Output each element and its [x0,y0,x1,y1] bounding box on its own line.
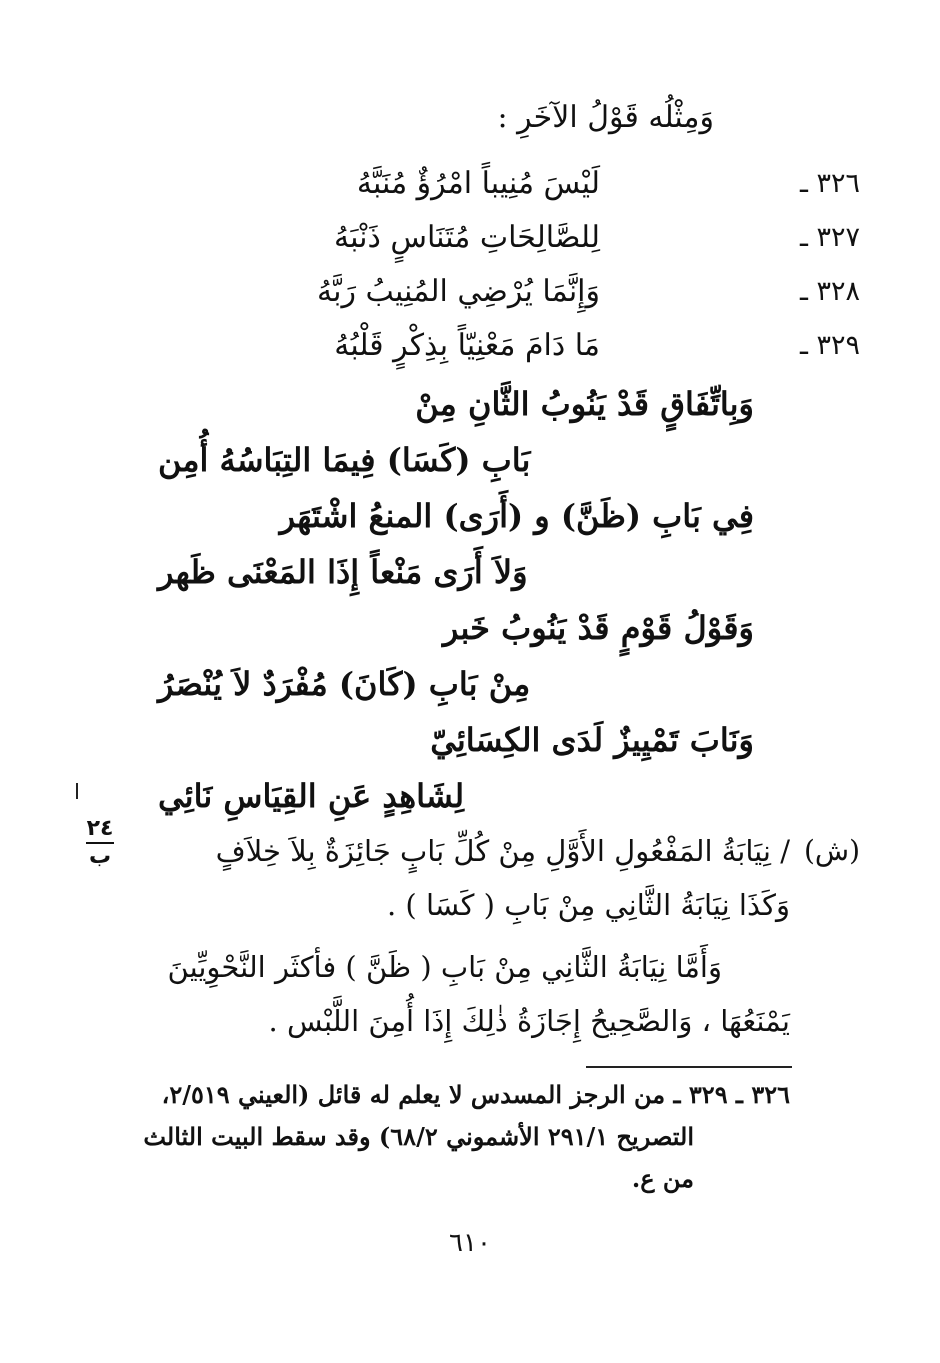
sharh-marker: (ش) [803,834,860,867]
poem-hemistich: وَنَابَ تَمْيِيزٌ لَدَى الكِسَائِيّ [430,721,754,759]
poem-hemistich: وَبِاتِّفَاقٍ قَدْ يَنُوبُ الثَّانِ مِنْ [415,385,754,423]
margin-tick [76,783,78,799]
sharh-line: / نِيَابَةُ المَفْعُولِ الأَوَّلِ مِنْ كُلِّ بَابٍ جَائِزَةٌ بِلاَ خِلاَفٍ [215,834,790,868]
verse-row [0,322,940,372]
poem-hemistich: فِي بَابِ (ظَنَّ) و (أَرَى) المنعُ اشْتَهَر [279,497,754,535]
verse-row [0,268,940,318]
verse-number: ٣٢٩ ـ [799,330,860,361]
verse-number: ٣٢٦ ـ [799,168,860,199]
folio-side: ب [88,844,112,869]
verse-number: ٣٢٨ ـ [799,276,860,307]
footnote-separator [586,1066,792,1068]
footnote-line: التصريح ٢٩١/١ الأشموني ٦٨/٢) وقد سقط البيت الثالث [143,1122,694,1151]
sharh-line: وَكَذَا نِيَابَةُ الثَّانِي مِنْ بَابِ ( كَسَا ) . [386,888,790,922]
verse-text: وَإِنَّمَا يُرْضِي المُنِيبُ رَبَّهُ [317,274,600,309]
sharh-line: يَمْنَعُهَا ، وَالصَّحِيحُ إِجَازَةُ ذٰلِكَ إِذَا أُمِنَ اللَّبْس . [268,1004,790,1038]
footnote-line: ٣٢٦ ـ ٣٢٩ ـ من الرجز المسدس لا يعلم له قائل (العيني ٢/٥١٩، [161,1080,790,1109]
poem-hemistich: مِنْ بَابِ (كَانَ) مُفْرَدٌ لاَ يُنْصَرُ [158,665,531,703]
verse-row [0,160,940,210]
verse-text: لَيْسَ مُنِيباً امْرُؤٌ مُنَبَّهُ [356,166,600,201]
poem-hemistich: وَقَوْلُ قَوْمٍ قَدْ يَنُوبُ خَبر [442,609,754,647]
poem-hemistich: لِشَاهِدٍ عَنِ القِيَاسِ نَائِي [158,777,465,815]
intro-line: وَمِثْلُه قَوْلُ الآخَرِ : [497,100,714,135]
footnote-line: من ع. [631,1164,694,1193]
folio-number: ٢٤ [86,816,114,841]
verse-text: لِلصَّالِحَاتِ مُتَنَاسٍ ذَنْبَهُ [334,220,600,255]
page-number: ٦١٠ [449,1228,491,1258]
poem-hemistich: بَابِ (كَسَا) فِيمَا التِبَاسُهُ أُمِن [158,441,531,479]
folio-marker [86,818,114,868]
sharh-line: وَأَمَّا نِيَابَةُ الثَّانِي مِنْ بَابِ ( ظَنَّ ) فأكثَر النَّحْوِيِّينَ [167,950,722,984]
verse-row [0,214,940,264]
verse-number: ٣٢٧ ـ [799,222,860,253]
poem-hemistich: وَلاَ أَرَى مَنْعاً إِذَا المَعْنَى ظَهر [158,553,528,591]
verse-text: مَا دَامَ مَعْنِيّاً بِذِكْرٍ قَلْبُهُ [334,328,600,363]
